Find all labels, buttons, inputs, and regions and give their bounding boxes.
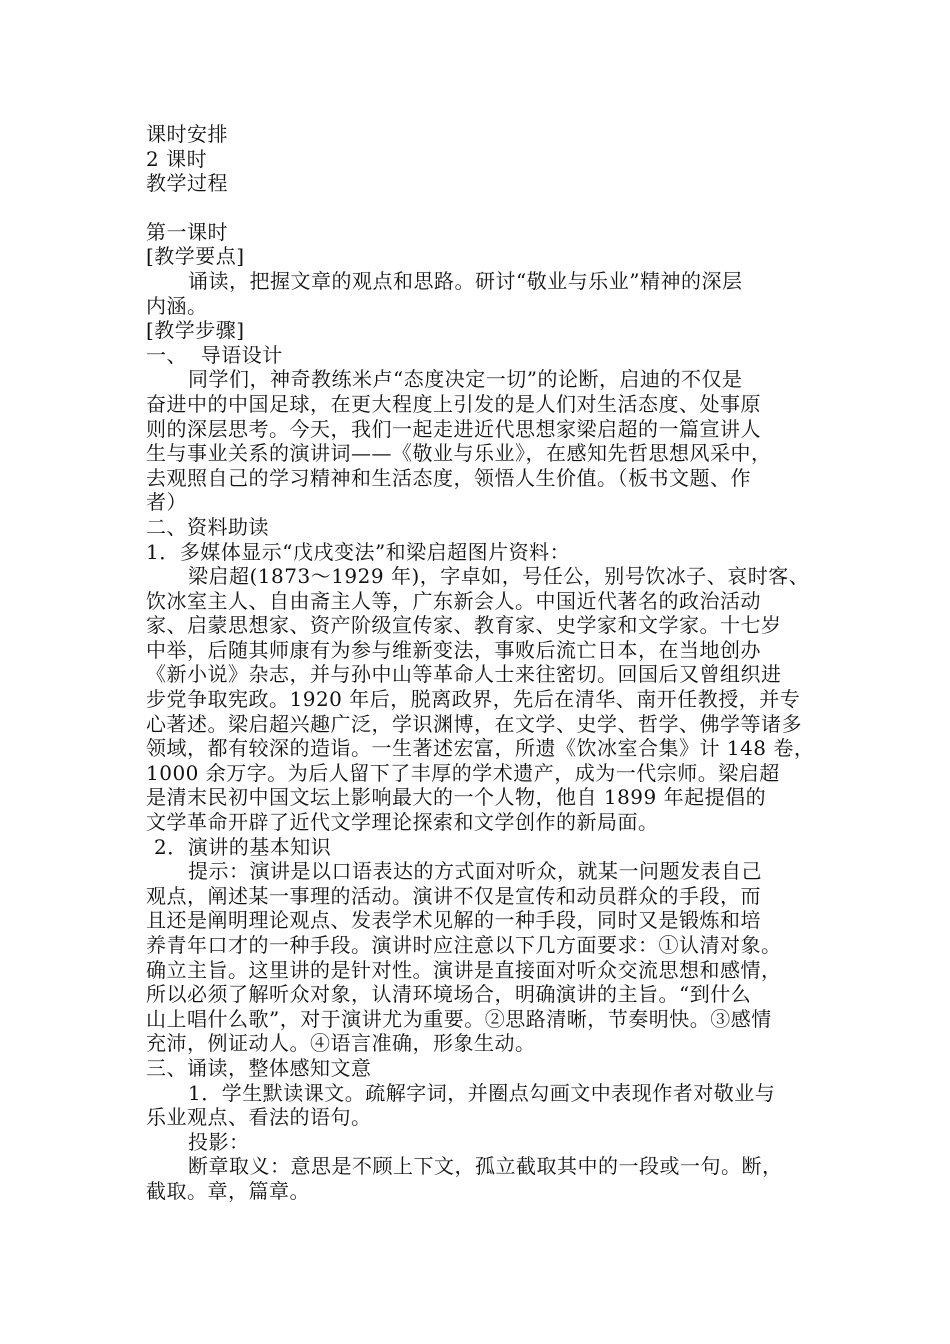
section-2-item-2: 2．演讲的基本知识 bbox=[154, 834, 332, 859]
section-1-title: 一、 导语设计 bbox=[146, 342, 283, 367]
biography-paragraph: 心著述。梁启超兴趣广泛，学识渊博，在文学、史学、哲学、佛学等诸多 bbox=[146, 711, 802, 736]
speech-knowledge-paragraph: 观点，阐述某一事理的活动。演讲不仅是宣传和动员群众的手段，而 bbox=[146, 883, 761, 908]
definition-paragraph: 截取。章，篇章。 bbox=[146, 1178, 310, 1203]
speech-knowledge-paragraph: 充沛，例证动人。④语言准确，形象生动。 bbox=[146, 1031, 536, 1056]
section-3-title: 三、诵读，整体感知文意 bbox=[146, 1055, 372, 1080]
section-1-paragraph: 同学们，神奇教练米卢“态度决定一切”的论断，启迪的不仅是 bbox=[188, 367, 743, 392]
schedule-value: 2 课时 bbox=[146, 146, 208, 171]
biography-paragraph: 1000 余万字。为后人留下了丰厚的学术遗产，成为一代宗师。梁启超 bbox=[146, 760, 780, 785]
section-3-item-1: 乐业观点、看法的语句。 bbox=[146, 1105, 372, 1130]
section-2-title: 二、资料助读 bbox=[146, 514, 269, 539]
key-points-label: [教学要点] bbox=[146, 244, 245, 269]
process-title: 教学过程 bbox=[146, 171, 228, 196]
section-3-item-1: 1．学生默读课文。疏解字词，并圈点勾画文中表现作者对敬业与 bbox=[188, 1080, 776, 1105]
document-page bbox=[146, 122, 815, 1204]
speech-knowledge-paragraph: 养青年口才的一种手段。演讲时应注意以下几方面要求：①认清对象。 bbox=[146, 933, 782, 957]
biography-paragraph: 梁启超(1873～1929 年)，字卓如，号任公，别号饮冰子、哀时客、 bbox=[188, 564, 810, 589]
speech-knowledge-paragraph: 所以必须了解听众对象，认清环境场合，明确演讲的主旨。“到什么 bbox=[146, 982, 752, 1007]
speech-knowledge-paragraph: 确立主旨。这里讲的是针对性。演讲是直接面对听众交流思想和感情， bbox=[146, 957, 782, 982]
section-1-paragraph: 奋进中的中国足球，在更大程度上引发的是人们对生活态度、处事原 bbox=[146, 391, 761, 416]
section-1-paragraph: 者） bbox=[146, 490, 187, 515]
section-1-paragraph: 去观照自己的学习精神和生活态度，领悟人生价值。（板书文题、作 bbox=[146, 465, 751, 490]
section-1-paragraph: 则的深层思考。今天，我们一起走进近代思想家梁启超的一篇宣讲人 bbox=[146, 416, 761, 441]
biography-paragraph: 领域，都有较深的造诣。一生著述宏富，所遗《饮冰室合集》计 148 卷， bbox=[146, 736, 815, 761]
biography-paragraph: 步党争取宪政。1920 年后，脱离政界，先后在清华、南开任教授，并专 bbox=[146, 687, 801, 712]
lesson-title: 第一课时 bbox=[146, 219, 228, 244]
section-2-item-1: 1．多媒体显示“戊戌变法”和梁启超图片资料： bbox=[146, 539, 571, 564]
speech-knowledge-paragraph: 且还是阐明理论观点、发表学术见解的一种手段，同时又是锻炼和培 bbox=[146, 908, 761, 933]
speech-knowledge-paragraph: 提示：演讲是以口语表达的方式面对听众，就某一问题发表自己 bbox=[188, 859, 762, 884]
biography-paragraph: 《新小说》杂志，并与孙中山等革命人士来往密切。回国后又曾组织进 bbox=[146, 662, 782, 687]
section-1-paragraph: 生与事业关系的演讲词——《敬业与乐业》，在感知先哲思想风采中， bbox=[146, 441, 772, 466]
schedule-title: 课时安排 bbox=[146, 122, 228, 146]
spacer bbox=[146, 196, 810, 220]
key-points-text: 诵读，把握文章的观点和思路。研讨“敬业与乐业”精神的深层 bbox=[188, 268, 743, 293]
biography-paragraph: 家、启蒙思想家、资产阶级宣传家、教育家、史学家和文学家。十七岁 bbox=[146, 613, 782, 638]
projection-label: 投影： bbox=[188, 1129, 250, 1154]
biography-paragraph: 中举，后随其师康有为参与维新变法，事败后流亡日本，在当地创办 bbox=[146, 637, 761, 662]
biography-paragraph: 文学革命开辟了近代文学理论探索和文学创作的新局面。 bbox=[146, 810, 659, 835]
biography-paragraph: 饮冰室主人、自由斋主人等，广东新会人。中国近代著名的政治活动 bbox=[146, 588, 761, 613]
biography-paragraph: 是清末民初中国文坛上影响最大的一个人物，他自 1899 年起提倡的 bbox=[146, 785, 767, 810]
speech-knowledge-paragraph: 山上唱什么歌”，对于演讲尤为重要。②思路清晰，节奏明快。③感情 bbox=[146, 1006, 772, 1031]
steps-label: [教学步骤] bbox=[146, 318, 245, 343]
key-points-text: 内涵。 bbox=[146, 293, 208, 318]
definition-paragraph: 断章取义：意思是不顾上下文，孤立截取其中的一段或一句。断， bbox=[188, 1154, 783, 1179]
